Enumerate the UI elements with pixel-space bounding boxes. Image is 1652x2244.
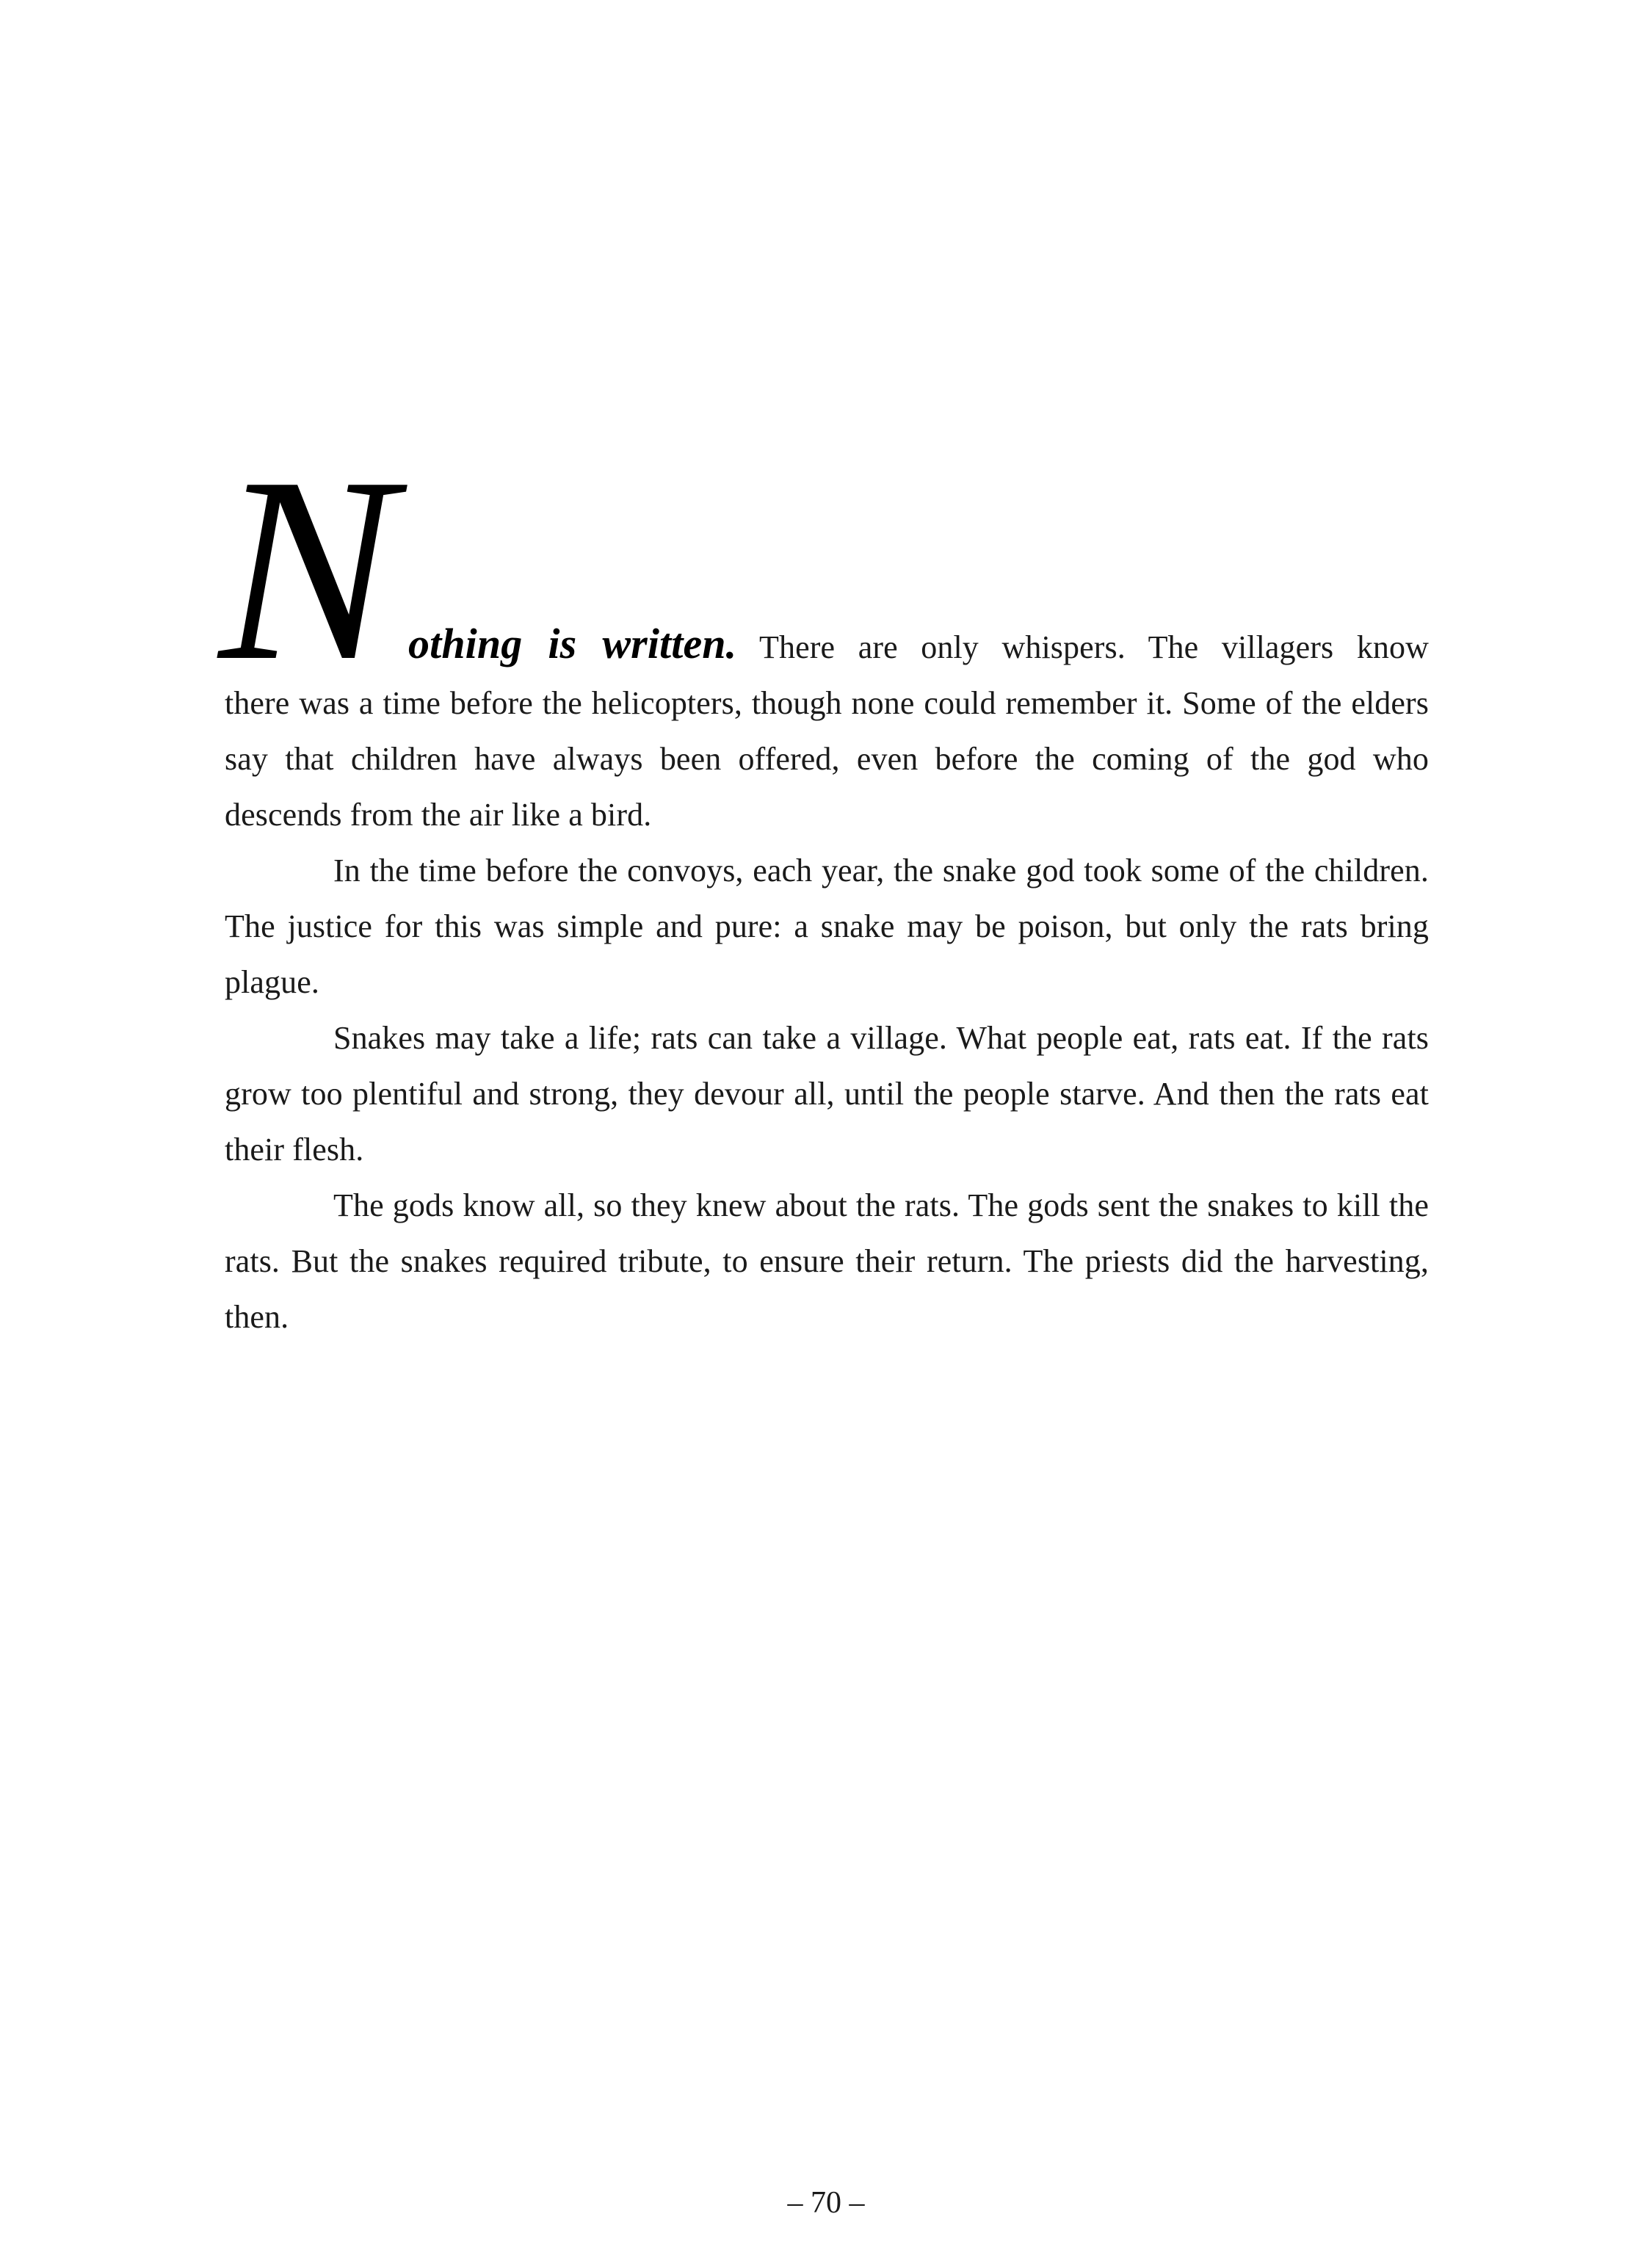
paragraph-3: Snakes may take a life; rats can take a village. What people eat, rats eat. If the rats grow too plentiful and strong, they devour all, until the people starve. And then the rats eat their flesh. xyxy=(225,1020,1429,1168)
body-text xyxy=(219,422,1429,1345)
opening-line xyxy=(219,422,1429,715)
lead-words: othing is written. xyxy=(408,620,737,667)
paragraph-4: The gods know all, so they knew about the rats. The gods sent the snakes to kill the rats. But the snakes required tribute, to ensure their return. The priests did the harvesting, then. xyxy=(225,1187,1429,1335)
paragraph-2: In the time before the convoys, each year, the snake god took some of the children. The justice for this was simple and pure: a snake may be poison, but only the rats bring plague. xyxy=(225,853,1429,1000)
first-line-text xyxy=(408,616,1429,676)
first-line-rest: There are only whispers. The villagers know xyxy=(759,629,1429,665)
paragraph-1: there was a time before the helicopters, though none could remember it. Some of the elders say that children have always been offered, even before the coming of the god who descends from the air like a bird. xyxy=(225,685,1429,833)
drop-cap: N xyxy=(219,422,396,715)
page-number: – 70 – xyxy=(787,2186,865,2220)
